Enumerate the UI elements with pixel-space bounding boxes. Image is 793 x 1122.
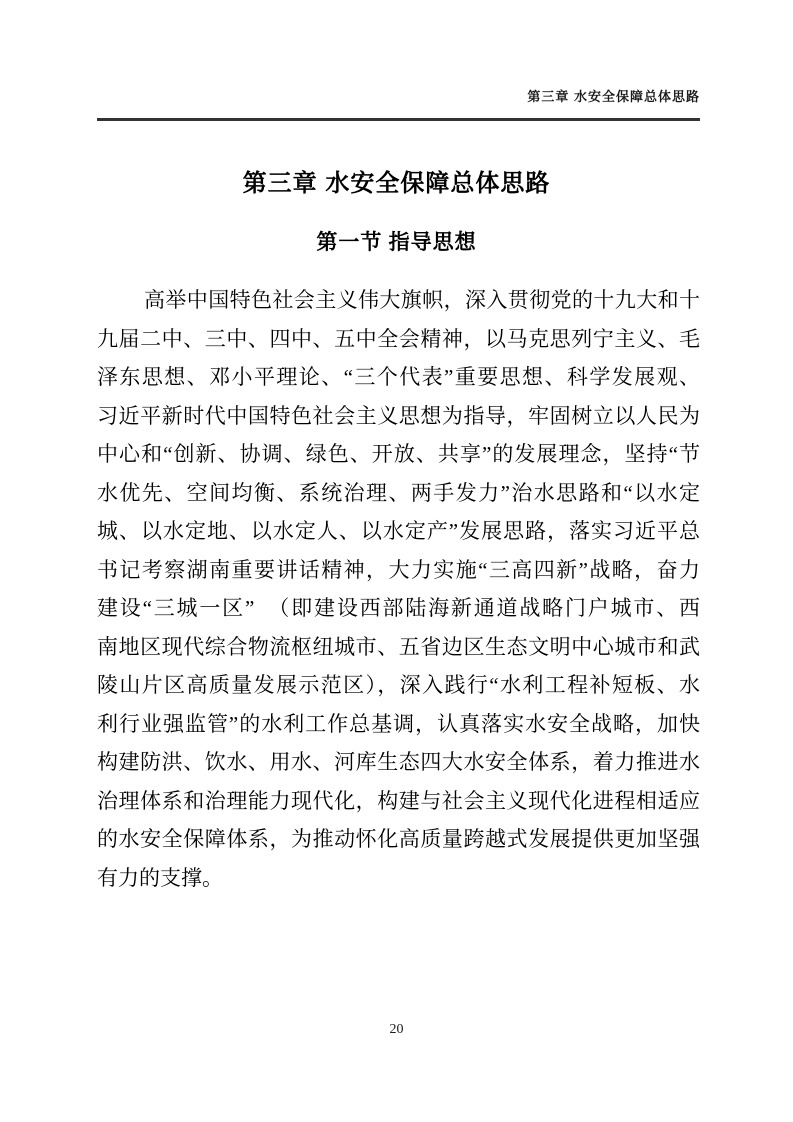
paragraph-line: 九届二中、三中、四中、五中全会精神，以马克思列宁主义、毛 [97,326,700,351]
running-header-title: 第三章 水安全保障总体思路 [527,89,700,104]
section-title: 第一节 指导思想 [316,230,477,254]
paragraph-line: 的水安全保障体系，为推动怀化高质量跨越式发展提供更加坚强 [97,827,700,851]
paragraph-line: 习近平新时代中国特色社会主义思想为指导，牢固树立以人民为 [97,403,700,428]
chapter-title: 第三章 水安全保障总体思路 [242,170,551,197]
paragraph-line: 利行业强监管”的水利工作总基调，认真落实水安全战略，加快 [97,711,700,736]
paragraph-line: 水优先、空间均衡、系统治理、两手发力”治水思路和“以水定 [97,480,700,505]
paragraph-line: 陵山片区高质量发展示范区），深入践行“水利工程补短板、水 [97,673,700,697]
paragraph-line: 书记考察湖南重要讲话精神，大力实施“三高四新”战略，奋力 [97,557,700,582]
paragraph-line: 高举中国特色社会主义伟大旗帜，深入贯彻党的十九大和十 [144,288,700,312]
paragraph-line: 治理体系和治理能力现代化，构建与社会主义现代化进程相适应 [97,788,700,813]
paragraph-line: 构建防洪、饮水、用水、河库生态四大水安全体系，着力推进水 [97,750,700,774]
body-paragraph [97,281,700,897]
paragraph-line: 泽东思想、邓小平理论、“三个代表”重要思想、科学发展观、 [97,365,700,389]
paragraph-line: 南地区现代综合物流枢纽城市、五省边区生态文明中心城市和武 [97,634,700,659]
paragraph-line: 有力的支撑。 [97,865,223,890]
paragraph-line: 中心和“创新、协调、绿色、开放、共享”的发展理念，坚持“节 [97,442,700,466]
page-number: 20 [389,1022,404,1037]
paragraph-line: 建设“三城一区” （即建设西部陆海新通道战略门户城市、西 [97,596,700,620]
paragraph-line: 城、以水定地、以水定人、以水定产”发展思路，落实习近平总 [97,519,700,543]
header-rule [97,118,700,121]
